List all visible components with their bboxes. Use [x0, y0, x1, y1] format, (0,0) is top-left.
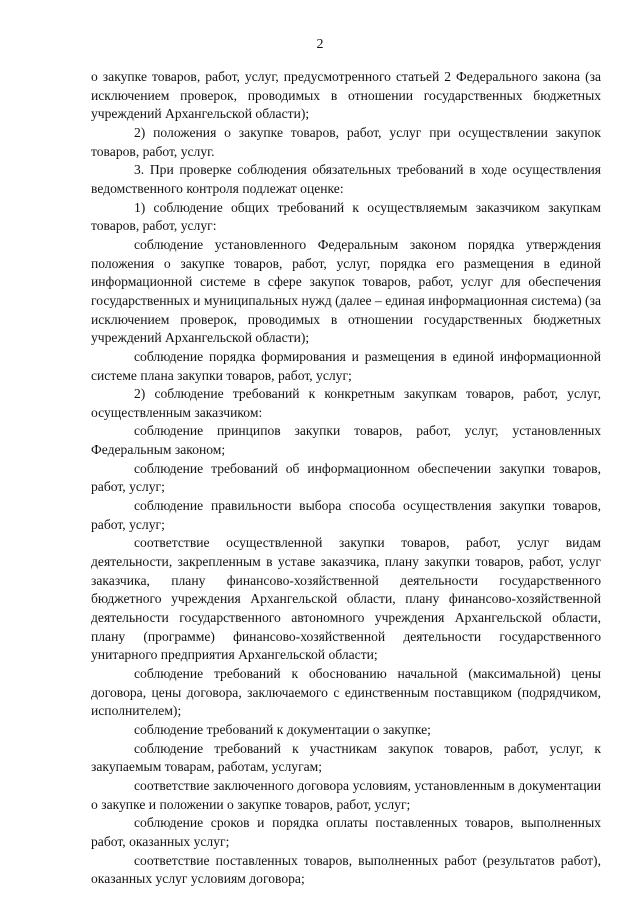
paragraph-10: соблюдение правильности выбора способа осуществления закупки товаров, работ, услуг; [91, 498, 601, 532]
paragraph-3: 3. При проверке соблюдения обязательных требований в ходе осуществления ведомственного контроля подлежат оценке: [91, 162, 601, 196]
paragraph-6: соблюдение порядка формирования и размещения в единой информационной системе плана закупки товаров, работ, услуг; [91, 348, 601, 383]
paragraph-7: 2) соблюдение требований к конкретным закупкам товаров, работ, услуг, осуществленным заказчиком: [91, 386, 601, 420]
paragraph-15: соответствие заключенного договора условиям, установленным в документации о закупке и положении о закупке товаров, работ, услуг; [91, 777, 601, 812]
paragraph-5: соблюдение установленного Федеральным законом порядка утверждения положения о закупке товаров, работ, услуг, порядка его размещения в единой информационной системе в сфере закупок товаров, работ, услуг для обеспечения государственных и муниципальных нужд (далее – единая информационная система) (за исключением проверок, проводимых в отношении государственных бюджетных учреждений Архангельской области); [91, 236, 601, 346]
paragraph-11: соответствие осуществленной закупки товаров, работ, услуг видам деятельности, закрепленным в уставе заказчика, плану закупки товаров, работ, услуг заказчика, плану финансово-хозяйственной деятельности государственного бюджетного учреждения Архангельской области, плану финансово-хозяйственной деятельности государственного автономного учреждения Архангельской области, плану (программе) финансово-хозяйственной деятельности государственного унитарного предприятия Архангельской области; [91, 535, 601, 663]
paragraph-4: 1) соблюдение общих требований к осуществляемым заказчиком закупкам товаров, работ, услуг: [91, 199, 601, 234]
paragraph-12: соблюдение требований к обоснованию начальной (максимальной) цены договора, цены договора, заключаемого с единственным поставщиком (подрядчиком, исполнителем); [91, 666, 601, 719]
paragraph-13: соблюдение требований к документации о закупке; [134, 721, 431, 737]
paragraph-9: соблюдение требований об информационном обеспечении закупки товаров, работ, услуг; [91, 460, 601, 495]
paragraph-2: 2) положения о закупке товаров, работ, услуг при осуществлении закупок товаров, работ, услуг. [91, 124, 601, 159]
paragraph-16: соблюдение сроков и порядка оплаты поставленных товаров, выполненных работ, оказанных услуг; [91, 815, 601, 849]
paragraph-17: соответствие поставленных товаров, выполненных работ (результатов работ), оказанных услуг условиям договора; [91, 852, 601, 887]
paragraph-8: соблюдение принципов закупки товаров, работ, услуг, установленных Федеральным законом; [91, 423, 601, 458]
document-body [91, 68, 601, 889]
paragraph-14: соблюдение требований к участникам закупок товаров, работ, услуг, к закупаемым товарам, работам, услугам; [91, 740, 601, 775]
paragraph-1: о закупке товаров, работ, услуг, предусмотренного статьей 2 Федерального закона (за исключением проверок, проводимых в отношении государственных бюджетных учреждений Архангельской области); [91, 69, 601, 122]
page-number: 2 [316, 37, 324, 52]
